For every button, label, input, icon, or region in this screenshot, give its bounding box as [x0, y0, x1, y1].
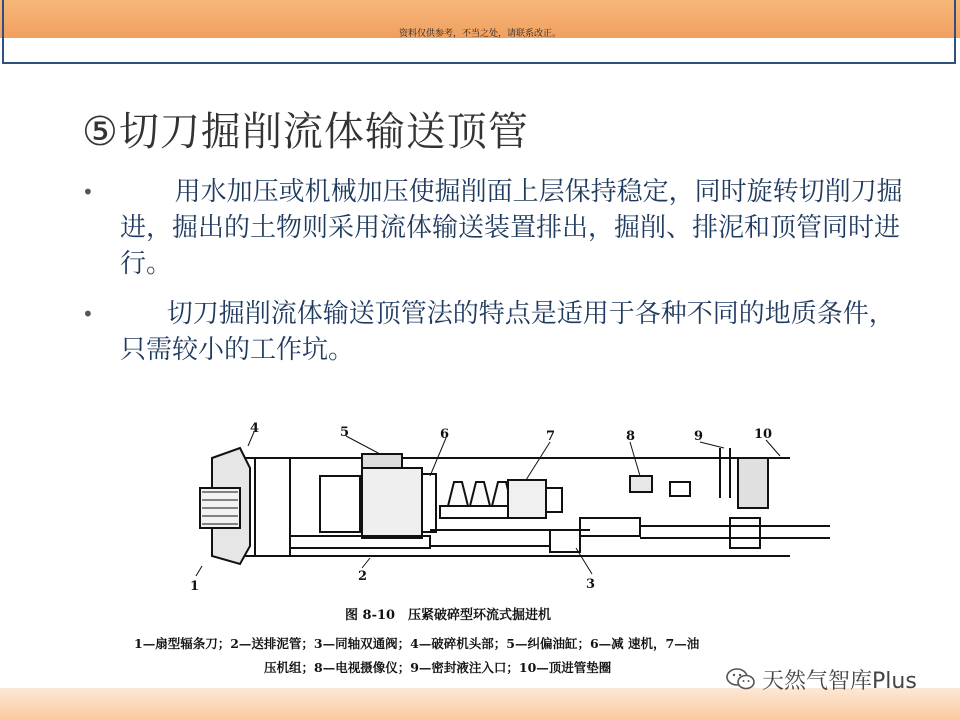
callout-9: 9 — [694, 429, 704, 444]
slide-title: ⑤切刀掘削流体输送顶管 — [82, 109, 529, 155]
figure-legend-line1: 1—扇型辐条刀；2—送排泥管；3—同轴双通阀；4—破碎机头部；5—纠偏油缸；6—减 速机，7—油 — [134, 636, 700, 651]
callout-1: 1 — [190, 579, 200, 594]
callout-2: 2 — [358, 569, 368, 584]
bullet-text: 切刀掘削流体输送顶管法的特点是适用于各种不同的地质条件，只需较小的工作坑。 — [120, 299, 895, 365]
bullet-marker: • — [82, 180, 94, 204]
callout-3: 3 — [586, 577, 596, 592]
bullet-list — [78, 174, 918, 382]
callout-8: 8 — [626, 429, 636, 444]
callout-10: 10 — [754, 427, 773, 442]
callout-5: 5 — [340, 425, 350, 440]
bullet-text: 用水加压或机械加压使掘削面上层保持稳定，同时旋转切削刀掘进，掘出的土物则采用流体输送装置排出，掘削、排泥和顶管同时进行。 — [120, 177, 903, 279]
figure-legend-line2: 压机组；8—电视摄像仪；9—密封液注入口；10—顶进管垫圈 — [264, 660, 612, 675]
watermark-text: 天然气智库Plus — [762, 668, 917, 694]
bullet-item — [78, 174, 918, 282]
callout-6: 6 — [440, 427, 450, 442]
wechat-icon — [726, 667, 756, 691]
callout-7: 7 — [546, 429, 556, 444]
callout-4: 4 — [250, 421, 260, 436]
figure-caption: 图 8-10 压紧破碎型环流式掘进机 — [345, 608, 552, 623]
header-notice: 资料仅供参考，不当之处，请联系改正。 — [398, 29, 561, 39]
bullet-item — [78, 296, 918, 368]
watermark — [726, 664, 917, 694]
bullet-marker: • — [82, 302, 94, 326]
